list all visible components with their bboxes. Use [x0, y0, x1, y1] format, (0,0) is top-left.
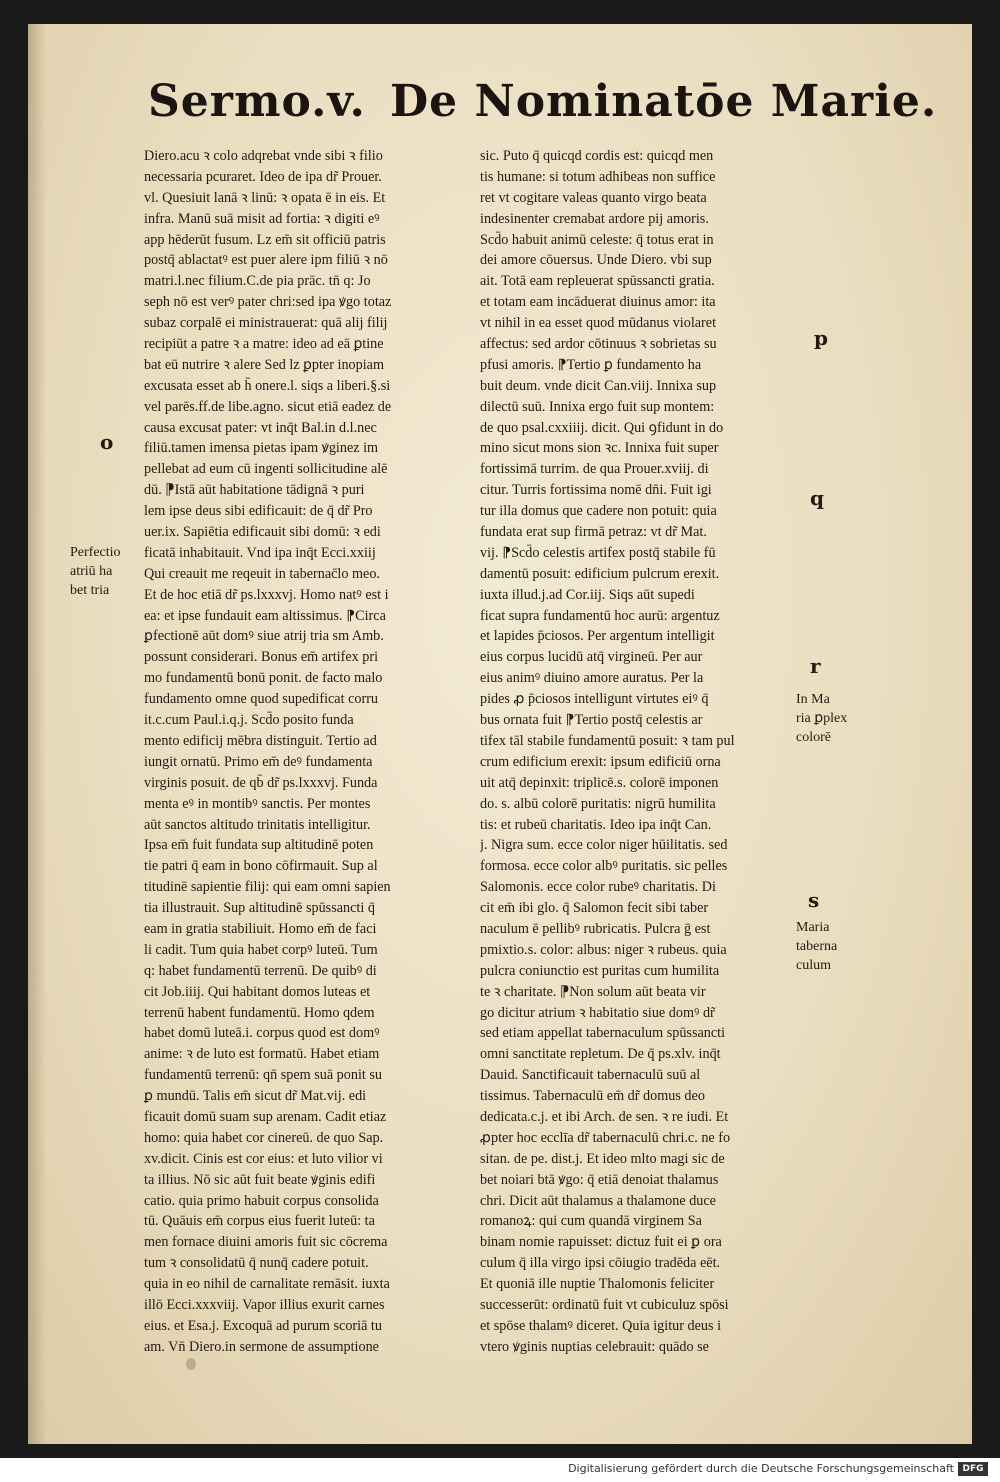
- gloss-line: colorē: [796, 730, 831, 745]
- book-page: [28, 24, 972, 1444]
- text-line: ret vt cogitare valeas quanto virgo beata: [480, 189, 707, 206]
- text-line: go dicitur atrium ꝛ habitatio siue domꝰ dr̃: [480, 1004, 715, 1021]
- text-line: tifex tāl stabile fundamentū posuit: ꝛ tam pul: [480, 732, 735, 749]
- gloss-line: In Ma: [796, 692, 830, 707]
- text-line: filiū.tamen imensa pietas ipam ꝟginez im: [144, 440, 379, 457]
- text-line: cit Job.iiij. Qui habitant domos luteas et: [144, 983, 371, 1000]
- text-line: homo: quia habet cor cinereū. de quo Sap.: [144, 1129, 384, 1146]
- text-line: li cadit. Tum quia habet corpꝰ luteū. Tum: [144, 941, 378, 958]
- margin-letter-q: q: [810, 486, 824, 510]
- gloss-line: Perfectio: [70, 545, 121, 560]
- text-line: lem ipse deus sibi edificauit: de q̄ dr̃ Pro: [144, 503, 373, 520]
- text-line: fundamentū terrenū: qn̄ spem suā ponit su: [144, 1067, 382, 1084]
- gutter-shadow: [28, 24, 46, 1444]
- text-line: ficat supra fundamentū hoc aurū: argentuz: [480, 607, 720, 624]
- text-line: dū. ⁋Istā aūt habitatione tādignā ꝛ puri: [144, 482, 365, 499]
- text-line: binam nomie rapuisset: dictuz fuit ei ꝑ ora: [480, 1234, 722, 1251]
- text-line: men fornace diuini amoris fuit sic cōcrema: [144, 1234, 388, 1251]
- text-line: naculum ē pellibꝰ rubricatis. Pulcra ḡ est: [480, 920, 711, 937]
- text-line: dei amore cōuersus. Unde Diero. vbi sup: [480, 252, 712, 269]
- text-line: pellebat ad eum cū ingenti sollicitudine alē: [144, 461, 388, 478]
- text-line: sitan. de pe. dist.j. Et ideo mlto magi sic de: [480, 1150, 725, 1167]
- text-line: crum edificium erexit: ipsum edificiū orna: [480, 753, 721, 770]
- text-line: cit em̄ ibi glo. q̄ Salomon fecit sibi taber: [480, 900, 709, 917]
- gloss-line: culum: [796, 958, 831, 973]
- text-line: pides ꝓ p̄ciosos intelligunt virtutes eiꝰ q̄: [480, 691, 709, 708]
- text-line: ficatā inhabitauit. Vnd ipa inq̄t Ecci.xxiij: [144, 544, 376, 561]
- text-line: pulcra coniunctio est puritas cum humilita: [480, 962, 720, 979]
- text-line: xv.dicit. Cinis est cor eius: et luto vilior vi: [144, 1150, 383, 1167]
- header-title: De Nominatōe Marie.: [390, 76, 938, 127]
- text-line: uit atq̄ depinxit: triplicē.s. colorē imponen: [480, 774, 719, 791]
- text-line: titudinē sapientie filij: qui eam omni sapien: [144, 879, 391, 896]
- text-line: Et quoniā ille nuptie Thalomonis feliciter: [480, 1276, 715, 1293]
- text-line: fortissimā turrim. de qua Prouer.xviij. di: [480, 461, 709, 478]
- text-line: aūt sanctos altitudo trinitatis intelligitur.: [144, 816, 371, 833]
- text-line: q: habet fundamentū terrenū. De quibꝰ di: [144, 962, 377, 979]
- gloss-line: bet tria: [70, 583, 110, 598]
- text-line: Ipsa em̄ fuit fundata sup altitudinē poten: [144, 837, 374, 854]
- text-line: Salomonis. ecce color rubeꝰ charitatis. Di: [480, 879, 716, 896]
- text-line: affectus: sed ardor cōtinuus ꝛ sobrietas su: [480, 336, 717, 353]
- text-line: tur illa domus que cadere non potuit: quia: [480, 503, 717, 520]
- dfg-credit: Digitalisierung gefördert durch die Deutsche Forschungsgemeinschaft: [568, 1462, 954, 1475]
- dfg-logo: DFG: [958, 1462, 988, 1476]
- text-line: habet domū luteā.i. corpus quod est domꝰ: [144, 1025, 380, 1042]
- text-line: Scd̄o habuit animū celeste: q̄ totus erat in: [480, 231, 714, 248]
- text-line: catio. quia primo habuit corpus consolida: [144, 1192, 379, 1209]
- text-line: tia illustrauit. Sup altitudinē spūssancti q̄: [144, 900, 375, 917]
- text-line: postq̄ ablactatꝰ est puer alere ipm filiū ꝛ nō: [144, 252, 388, 269]
- text-column-right: [480, 146, 802, 1358]
- text-line: tie patri q̄ eam in bono cōfirmauit. Sup al: [144, 858, 378, 875]
- text-line: indesinenter cremabat ardore pij amoris.: [480, 210, 709, 227]
- text-column-left: [144, 146, 464, 1358]
- marginal-gloss-in-maria: [796, 690, 847, 747]
- text-line: bat eū nutrire ꝛ alere Sed lz ꝑpter inopiam: [144, 356, 384, 373]
- text-line: Qui creauit me reqeuit in tabernac̄lo meo.: [144, 565, 380, 582]
- text-line: bus ornata fuit ⁋Tertio postq̄ celestis ar: [480, 712, 703, 729]
- text-line: app hēderūt fusum. Lz em̄ sit officiū patris: [144, 231, 386, 248]
- text-line: dedicata.c.j. et ibi Arch. de sen. ꝛ re iudi. Et: [480, 1108, 729, 1125]
- text-line: vtero ꝟginis nuptias celebrauit: quādo se: [480, 1338, 709, 1355]
- text-line: romanoꝝ: qui cum quandā virginem Sa: [480, 1213, 702, 1230]
- text-line: et lapides p̄ciosos. Per argentum intelligit: [480, 628, 715, 645]
- margin-letter-s: s: [808, 888, 820, 912]
- gloss-line: ria ꝑplex: [796, 711, 848, 726]
- text-line: de quo psal.cxxiiij. dicit. Qui ꝯfidunt in do: [480, 419, 724, 436]
- text-line: anime: ꝛ de luto est formatū. Habet etiam: [144, 1046, 380, 1063]
- text-line: excusata esset ab h̄ onere.l. siqs a liberi.§.si: [144, 377, 391, 394]
- text-line: tissimus. Tabernaculū em̄ dr̃ domus deo: [480, 1088, 705, 1105]
- text-line: tū. Quāuis em̄ corpus eius fuerit luteū: ta: [144, 1213, 375, 1230]
- text-line: necessaria pcuraret. Ideo de ipa dr̃ Prouer.: [144, 168, 382, 185]
- text-line: vl. Quesiuit lanā ꝛ linū: ꝛ opata ē in eis. Et: [144, 189, 386, 206]
- text-line: eius animꝰ diuino amore auratus. Per la: [480, 670, 704, 687]
- text-line: matri.l.nec filium.C.de pia prāc. tn̄ q: Jo: [144, 273, 371, 290]
- text-line: formosa. ecce color albꝰ puritatis. sic pelles: [480, 858, 728, 875]
- text-line: culum q̄ illa virgo ipsi cōiugio tradēda eēt.: [480, 1255, 721, 1272]
- text-line: iungit ornatū. Primo em̄ deꝰ fundamenta: [144, 753, 373, 770]
- margin-letter-p: p: [814, 326, 828, 350]
- text-line: terrenū habent fundamentū. Homo qdem: [144, 1004, 375, 1021]
- text-line: eius corpus lucidū atq̄ virgineū. Per aur: [480, 649, 703, 666]
- text-line: pmixtio.s. color: albus: niger ꝛ rubeus. quia: [480, 941, 727, 958]
- text-line: am. Vn̄ Diero.in sermone de assumptione: [144, 1338, 379, 1355]
- text-line: Dauid. Sanctificauit tabernaculū suū al: [480, 1067, 701, 1084]
- text-line: iuxta illud.j.ad Cor.iij. Siqs aūt supedi: [480, 586, 695, 603]
- text-line: mento edificij mēbra distinguit. Tertio ad: [144, 732, 377, 749]
- text-line: ta illius. Nō sic aūt fuit beate ꝟginis edifi: [144, 1171, 376, 1188]
- gloss-line: atriū ha: [70, 564, 113, 579]
- digitization-footer: [0, 1458, 1000, 1482]
- text-line: do. s. albū colorē puritatis: nigrū humilita: [480, 795, 716, 812]
- text-line: successerūt: ordinatū fuit vt cubiculuz spōsi: [480, 1296, 729, 1313]
- text-line: damentū posuit: edificium pulcrum erexit.: [480, 565, 720, 582]
- text-line: ficauit domū suam sup arenam. Cadit etiaz: [144, 1108, 387, 1125]
- running-header: [28, 70, 972, 150]
- text-line: mo fundamentū bonū ponit. de facto malo: [144, 670, 383, 687]
- marginal-gloss-perfectio: [70, 543, 121, 600]
- text-line: j. Nigra sum. ecce color niger hūilitatis. sed: [480, 837, 728, 854]
- gloss-line: taberna: [796, 939, 838, 954]
- text-line: omni sanctitate repletum. De q̄ ps.xlv. inq̄t: [480, 1046, 721, 1063]
- text-line: vel parēs.ff.de libe.agno. sicut etiā eadez de: [144, 398, 392, 415]
- text-line: eam in gratia stabiliuit. Homo em̄ de faci: [144, 920, 377, 937]
- text-line: tis humane: si totum adhibeas non suffice: [480, 168, 716, 185]
- text-line: te ꝛ charitate. ⁋Non solum aūt beata vir: [480, 983, 706, 1000]
- text-line: Diero.acu ꝛ colo adqrebat vnde sibi ꝛ filio: [144, 148, 383, 164]
- text-line: Et de hoc etiā dr̃ ps.lxxxvj. Homo natꝰ est i: [144, 586, 389, 603]
- text-line: ea: et ipse fundauit eam altissimus. ⁋Circa: [144, 607, 386, 624]
- text-line: et spōse thalamꝰ diceret. Quia igitur deus i: [480, 1317, 722, 1334]
- text-line: it.c.cum Paul.i.q.j. Scd̄o posito funda: [144, 712, 354, 729]
- text-line: citur. Turris fortissima nomē dn̄i. Fuit igi: [480, 482, 712, 499]
- text-line: fundata erat sup firmā petraz: vt dr̃ Mat.: [480, 524, 707, 541]
- text-line: ait. Totā eam repleuerat spūssancti gratia.: [480, 273, 715, 290]
- text-line: ꝑ mundū. Talis em̄ sicut dr̃ Mat.vij. edi: [144, 1088, 367, 1105]
- text-line: vt nihil in ea esset quod mūdanus violaret: [480, 315, 717, 332]
- text-line: sed etiam appellat tabernaculum spūssancti: [480, 1025, 726, 1042]
- header-sermon-number: Sermo.v.: [148, 76, 366, 127]
- text-line: menta eꝰ in montibꝰ sanctis. Per montes: [144, 795, 371, 812]
- text-line: possunt considerari. Bonus em̄ artifex pri: [144, 649, 379, 666]
- text-line: infra. Manū suā misit ad fortia: ꝛ digiti eꝰ: [144, 210, 380, 227]
- text-line: bet noiari btā ꝟgo: q̄ etiā denoiat thalamus: [480, 1171, 719, 1188]
- text-line: sic. Puto q̄ quicqd cordis est: quicqd men: [480, 148, 714, 164]
- margin-letter-o: o: [100, 430, 114, 454]
- text-line: tum ꝛ consolidatū q̄ nunq̄ cadere potuit.: [144, 1255, 369, 1272]
- text-line: uer.ix. Sapiētia edificauit sibi domū: ꝛ edi: [144, 524, 381, 541]
- text-line: recipiūt a patre ꝛ a matre: ideo ad eā ꝑtine: [144, 336, 384, 353]
- text-line: buit deum. vnde dicit Can.viij. Innixa sup: [480, 377, 717, 394]
- ink-stain: [186, 1358, 196, 1370]
- text-line: quia in eo nihil de carnalitate remāsit. iuxta: [144, 1276, 390, 1293]
- text-line: ꝑfectionē aūt domꝰ siue atrij tria sm Amb.: [144, 628, 384, 645]
- text-line: subaz corpalē ei ministrauerat: quā alij filij: [144, 315, 388, 332]
- text-line: ꝓpter hoc ecclīa dr̃ tabernaculū chri.c. ne fo: [480, 1129, 731, 1146]
- text-line: et totam eam incāduerat diuinus amor: ita: [480, 294, 716, 311]
- text-line: fundamento omne quod supedificat corru: [144, 691, 379, 708]
- text-line: eius. et Esa.j. Excoquā ad purum scoriā tu: [144, 1317, 382, 1334]
- text-line: vij. ⁋Scd̄o celestis artifex postq̄ stabile fū: [480, 544, 716, 561]
- text-line: illō Ecci.xxxviij. Vapor illius exurit carnes: [144, 1296, 385, 1313]
- text-line: mino sicut mons sion ꝛc. Innixa fuit super: [480, 440, 719, 457]
- text-line: causa excusat pater: vt inq̄t Bal.in d.l.nec: [144, 419, 377, 436]
- text-line: virginis posuit. de qb̄ dr̃ ps.lxxxvj. Funda: [144, 774, 378, 791]
- text-line: seph nō est verꝰ pater chri:sed ipa ꝟgo totaz: [144, 294, 392, 311]
- gloss-line: Maria: [796, 920, 830, 935]
- text-line: pfusi amoris. ⁋Tertio ꝑ fundamento ha: [480, 356, 702, 373]
- marginal-gloss-maria-tabernaculum: [796, 918, 837, 975]
- text-line: chri. Dicit aūt thalamus a thalamone duce: [480, 1192, 716, 1209]
- text-line: dilectū suū. Innixa ergo fuit sup montem:: [480, 398, 715, 415]
- margin-letter-r: r: [810, 654, 821, 678]
- text-line: tis: et rubeū charitatis. Ideo ipa inq̄t Can.: [480, 816, 712, 833]
